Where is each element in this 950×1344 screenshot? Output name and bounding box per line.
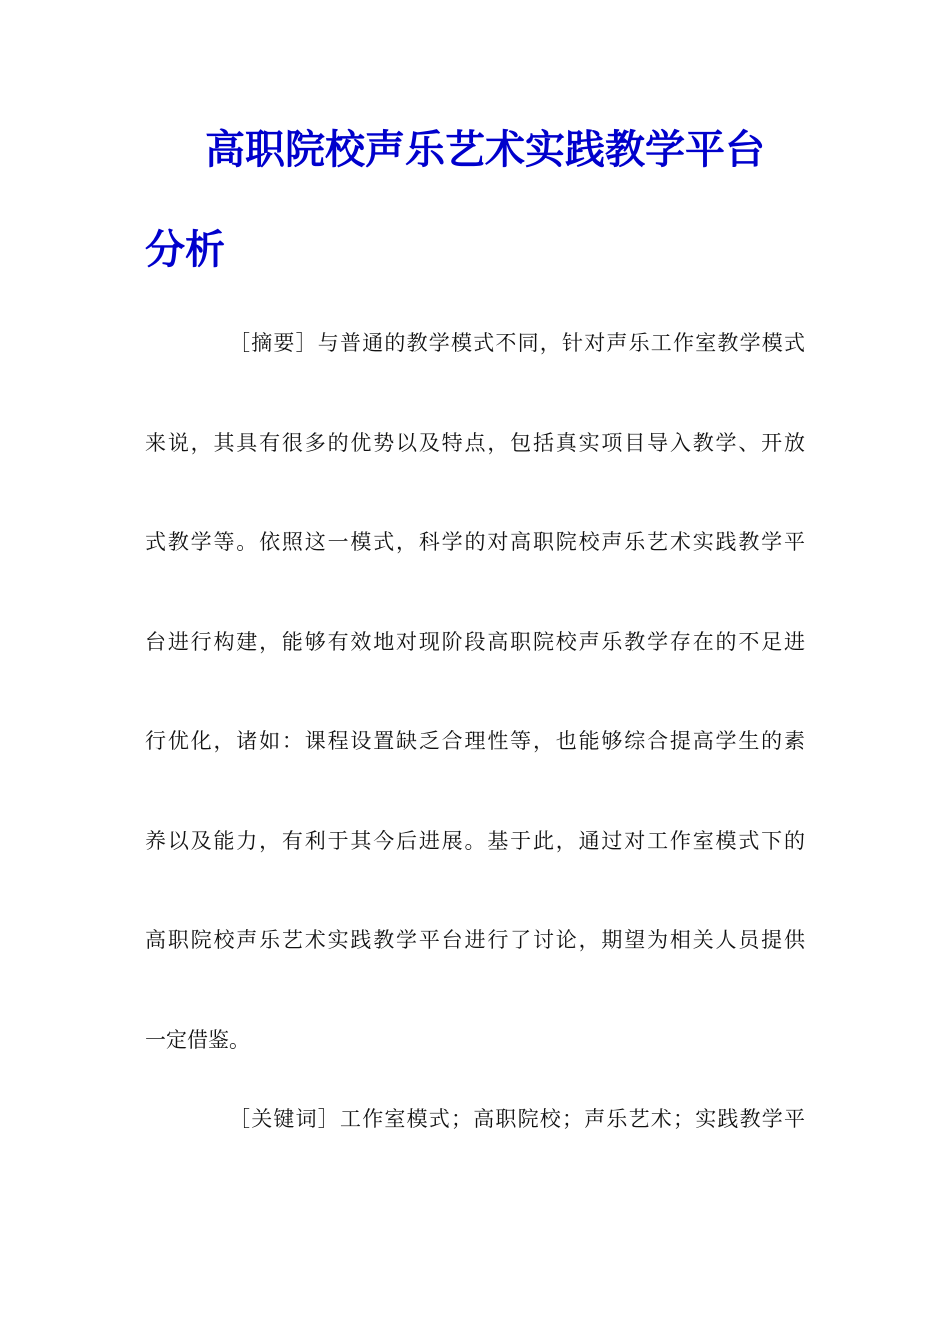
abstract-line-1: ［摘要］与普通的教学模式不同，针对声乐工作室教学模式 [229, 331, 805, 355]
abstract-line-2: 来说，其具有很多的优势以及特点，包括真实项目导入教学、开放 [145, 431, 805, 455]
abstract-line-5: 行优化，诸如：课程设置缺乏合理性等，也能够综合提高学生的素 [145, 729, 805, 753]
abstract-line-3: 式教学等。依照这一模式，科学的对高职院校声乐艺术实践教学平 [145, 530, 805, 554]
document-title-line-2: 分析 [145, 226, 225, 273]
document-title-line-1: 高职院校声乐艺术实践教学平台 [205, 126, 765, 173]
abstract-line-8: 一定借鉴。 [145, 1028, 250, 1052]
abstract-line-4: 台进行构建，能够有效地对现阶段高职院校声乐教学存在的不足进 [145, 630, 805, 654]
keywords-line: ［关键词］工作室模式；高职院校；声乐艺术；实践教学平 [229, 1107, 805, 1131]
abstract-line-7: 高职院校声乐艺术实践教学平台进行了讨论，期望为相关人员提供 [145, 928, 805, 952]
abstract-line-6: 养以及能力，有利于其今后进展。基于此，通过对工作室模式下的 [145, 829, 805, 853]
